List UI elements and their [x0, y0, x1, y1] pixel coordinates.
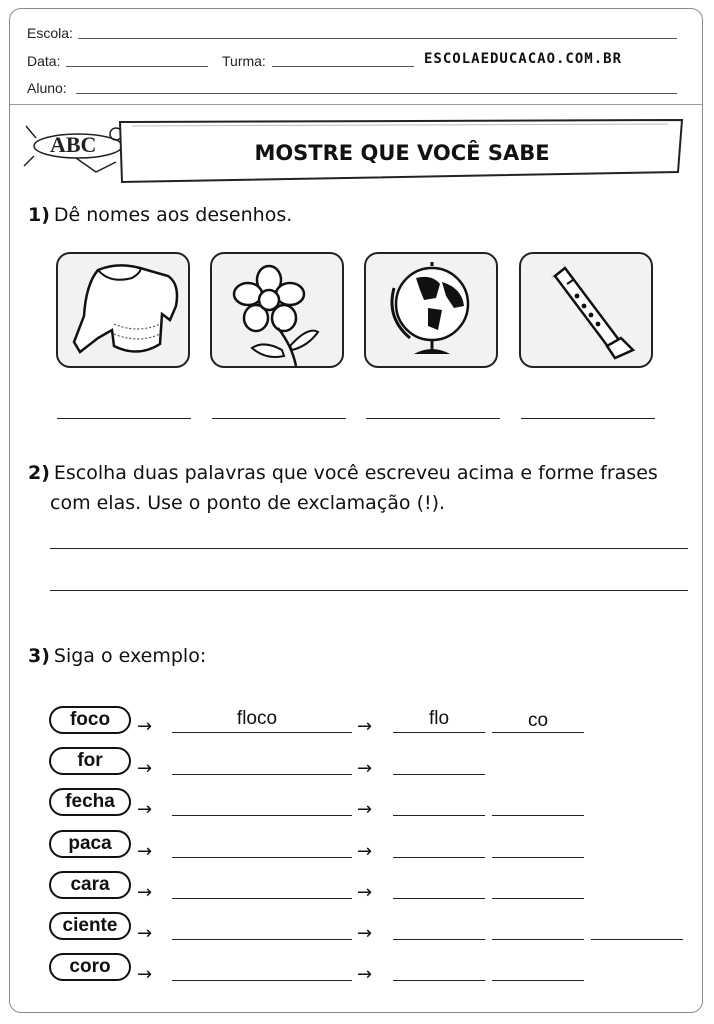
arrow-icon: → — [357, 758, 373, 779]
word-line[interactable] — [172, 774, 352, 775]
header-divider — [10, 104, 703, 105]
writing-line-2[interactable] — [50, 590, 688, 591]
example-syllable: flo — [428, 708, 450, 729]
arrow-icon: → — [137, 923, 153, 944]
word-pill: fecha — [49, 788, 131, 816]
arrow-icon: → — [357, 882, 373, 903]
syllable-line[interactable] — [393, 939, 485, 940]
syllable-line[interactable] — [393, 857, 485, 858]
arrow-icon: → — [357, 964, 373, 985]
date-field[interactable] — [66, 66, 208, 67]
example-syllable: co — [527, 710, 549, 731]
syllable-line[interactable] — [492, 732, 584, 733]
sweater-icon — [58, 254, 188, 366]
word-pill: foco — [49, 706, 131, 734]
word-line[interactable] — [172, 857, 352, 858]
flower-icon — [212, 254, 342, 366]
picture-flower — [210, 252, 344, 368]
word-pill: ciente — [49, 912, 131, 940]
arrow-icon: → — [137, 758, 153, 779]
syllable-line[interactable] — [492, 815, 584, 816]
syllable-line[interactable] — [393, 732, 485, 733]
syllable-line[interactable] — [393, 898, 485, 899]
word-line[interactable] — [172, 980, 352, 981]
banner-title: MOSTRE QUE VOCÊ SABE — [254, 141, 550, 165]
arrow-icon: → — [357, 841, 373, 862]
word-line[interactable] — [172, 939, 352, 940]
word-pill: coro — [49, 953, 131, 981]
syllable-line[interactable] — [393, 815, 485, 816]
school-field[interactable] — [78, 38, 677, 39]
arrow-icon: → — [137, 716, 153, 737]
banner — [20, 112, 690, 188]
class-label: Turma: — [222, 53, 266, 69]
date-label: Data: — [27, 53, 61, 69]
school-label: Escola: — [27, 25, 73, 41]
question-1-number: 1) — [28, 204, 50, 226]
question-1 — [28, 204, 292, 226]
word-pill: for — [49, 747, 131, 775]
answer-line-flower[interactable] — [212, 418, 346, 419]
syllable-line[interactable] — [492, 980, 584, 981]
arrow-icon: → — [137, 882, 153, 903]
picture-sweater — [56, 252, 190, 368]
question-3 — [28, 645, 206, 667]
flute-icon — [521, 254, 651, 366]
arrow-icon: → — [137, 799, 153, 820]
picture-flute — [519, 252, 653, 368]
example-word: floco — [236, 708, 278, 729]
arrow-icon: → — [357, 923, 373, 944]
picture-globe — [364, 252, 498, 368]
syllable-line[interactable] — [393, 774, 485, 775]
arrow-icon: → — [137, 964, 153, 985]
question-2 — [28, 462, 658, 484]
student-field[interactable] — [76, 93, 677, 94]
answer-line-globe[interactable] — [366, 418, 500, 419]
class-field[interactable] — [272, 66, 414, 67]
arrow-icon: → — [357, 799, 373, 820]
answer-line-sweater[interactable] — [57, 418, 191, 419]
syllable-line[interactable] — [492, 939, 584, 940]
globe-icon — [366, 254, 496, 366]
word-pill: cara — [49, 871, 131, 899]
answer-line-flute[interactable] — [521, 418, 655, 419]
word-pill: paca — [49, 830, 131, 858]
writing-line-1[interactable] — [50, 548, 688, 549]
syllable-line[interactable] — [492, 857, 584, 858]
question-2-line1: Escolha duas palavras que você escreveu acima e forme frases — [53, 462, 658, 484]
question-1-text: Dê nomes aos desenhos. — [53, 204, 293, 226]
syllable-line[interactable] — [492, 898, 584, 899]
word-line[interactable] — [172, 815, 352, 816]
word-line[interactable] — [172, 898, 352, 899]
syllable-line[interactable] — [591, 939, 683, 940]
student-label: Aluno: — [27, 80, 67, 96]
site-url: ESCOLAEDUCACAO.COM.BR — [424, 51, 623, 67]
arrow-icon: → — [137, 841, 153, 862]
question-3-text: Siga o exemplo: — [53, 645, 207, 667]
logo-letters: ABC — [50, 132, 97, 157]
question-3-number: 3) — [28, 645, 50, 667]
word-line[interactable] — [172, 732, 352, 733]
syllable-line[interactable] — [393, 980, 485, 981]
question-2-number: 2) — [28, 462, 50, 484]
question-2-line2: com elas. Use o ponto de exclamação (!). — [50, 492, 446, 514]
arrow-icon: → — [357, 716, 373, 737]
